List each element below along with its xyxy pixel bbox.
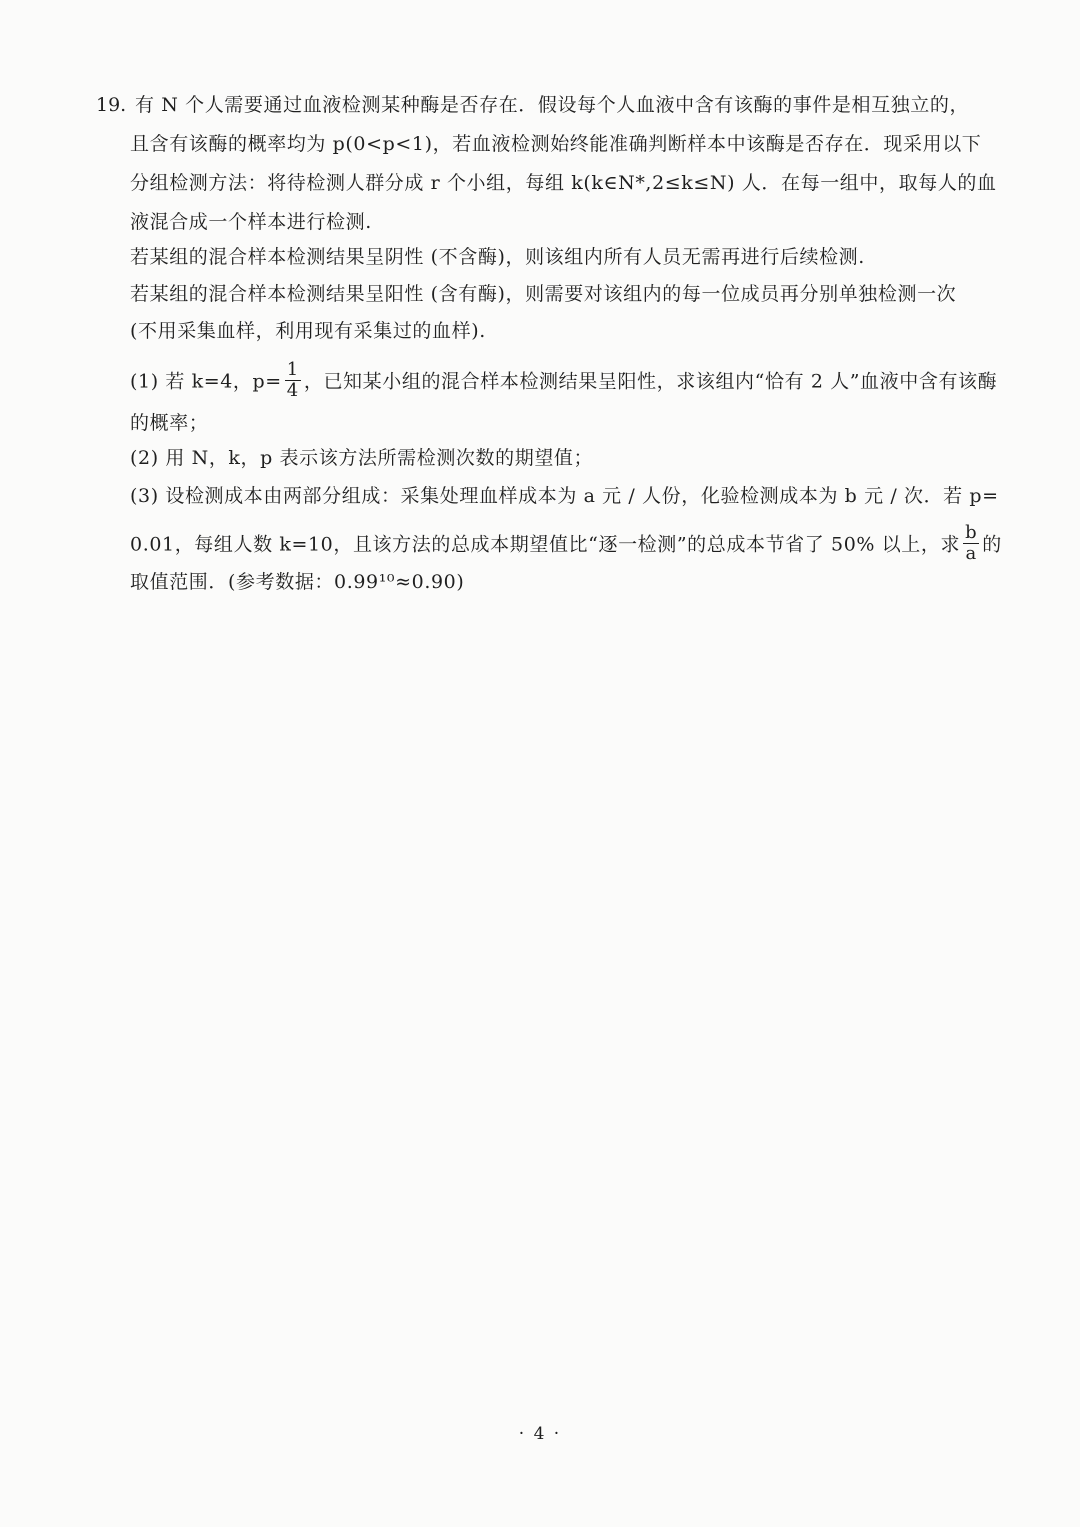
part-3-text-before: 0.01，每组人数 k=10，且该方法的总成本期望值比“逐一检测”的总成本节省了 50% 以上，求 xyxy=(130,533,961,556)
part-3-line-2 xyxy=(130,522,1002,566)
fraction-numerator: b xyxy=(965,522,978,543)
question-text-line-4: 液混合成一个样本进行检测. xyxy=(130,211,372,233)
question-number: 19. xyxy=(96,94,127,116)
part-1-text-after: ，已知某小组的混合样本检测结果呈阳性，求该组内“恰有 2 人”血液中含有该酶 xyxy=(303,370,998,393)
fraction-denominator: 4 xyxy=(286,380,299,401)
fraction-one-quarter xyxy=(285,360,301,401)
part-3-text-after: 的 xyxy=(982,533,1002,556)
positive-result-rule: 若某组的混合样本检测结果呈阳性 (含有酶)，则需要对该组内的每一位成员再分别单独检测一次 xyxy=(130,283,957,305)
negative-result-rule: 若某组的混合样本检测结果呈阴性 (不含酶)，则该组内所有人员无需再进行后续检测. xyxy=(130,246,865,268)
question-text-line-3: 分组检测方法：将待检测人群分成 r 个小组，每组 k(k∈N*,2≤k≤N) 人．在每一组中，取每人的血 xyxy=(130,172,997,194)
fraction-denominator: a xyxy=(963,543,979,564)
part-1-line-2: 的概率； xyxy=(130,412,209,434)
part-1-text-before: (1) 若 k=4，p= xyxy=(130,370,282,393)
fraction-b-over-a xyxy=(963,523,979,564)
question-text-line-2: 且含有该酶的概率均为 p(0<p<1)，若血液检测始终能准确判断样本中该酶是否存在．现采用以下 xyxy=(130,133,982,155)
part-1-line-1 xyxy=(130,359,998,403)
page-number: · 4 · xyxy=(518,1424,562,1444)
positive-result-rule-cont: (不用采集血样，利用现有采集过的血样). xyxy=(130,320,486,342)
part-3-line-1: (3) 设检测成本由两部分组成：采集处理血样成本为 a 元 / 人份，化验检测成本为 b 元 / 次．若 p= xyxy=(130,485,999,507)
part-2: (2) 用 N，k，p 表示该方法所需检测次数的期望值； xyxy=(130,447,594,469)
part-3-line-3: 取值范围．(参考数据：0.99¹⁰≈0.90) xyxy=(130,571,465,593)
question-text-line-1: 有 N 个人需要通过血液检测某种酶是否存在．假设每个人血液中含有该酶的事件是相互独立的， xyxy=(135,94,970,116)
fraction-numerator: 1 xyxy=(286,359,299,380)
